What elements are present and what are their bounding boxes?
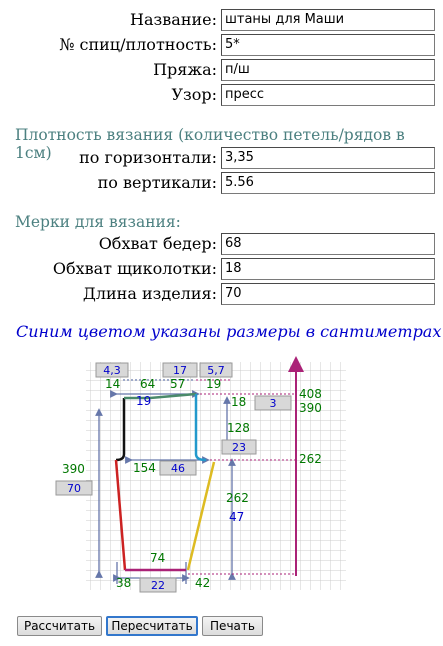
ankle-label: Обхват щиколотки: [52,259,217,278]
label-19: 19 [206,377,222,391]
name-row [0,9,443,31]
ankle-row [0,258,443,280]
box-17: 17 [173,364,187,377]
density-horizontal-input[interactable]: 3,35 [221,147,435,169]
label-14: 14 [105,377,121,391]
name-input[interactable]: штаны для Маши [221,9,435,31]
needles-label: № спиц/плотность: [59,35,217,54]
calculate-button[interactable]: Рассчитать [17,616,102,636]
box-23: 23 [232,441,246,454]
box-70: 70 [67,482,81,495]
length-row [0,283,443,305]
recalculate-button[interactable]: Пересчитать [106,616,198,636]
box-46: 46 [171,462,185,475]
density-horizontal-label: по горизонтали: [79,148,217,167]
density-vertical-label: по вертикали: [97,173,217,192]
label-18: 18 [231,395,247,409]
label-154: 154 [133,461,156,475]
density-vertical-input[interactable]: 5.56 [221,172,435,194]
label-390-left: 390 [62,462,85,476]
hip-input[interactable]: 68 [221,233,435,255]
box-22: 22 [151,579,165,592]
label-blue-19: 19 [136,394,152,408]
length-input[interactable]: 70 [221,283,435,305]
needles-row [0,34,443,56]
print-button[interactable]: Печать [202,616,263,636]
label-390-right: 390 [299,401,322,415]
pattern-label: Узор: [171,85,217,104]
yarn-row [0,59,443,81]
length-label: Длина изделия: [82,284,217,303]
hip-label: Обхват бедер: [98,234,217,253]
label-408: 408 [299,387,322,401]
ankle-input[interactable]: 18 [221,258,435,280]
density-title: Плотность вязания (количество петель/рядов в 1см) [15,126,405,162]
label-64: 64 [140,377,156,391]
label-262-mid: 262 [226,491,249,505]
box-5-7: 5,7 [207,364,225,377]
pattern-row [0,84,443,106]
label-42: 42 [195,576,211,590]
density-vertical-row [0,172,443,194]
label-128: 128 [227,421,250,435]
label-57: 57 [170,377,186,391]
pattern-diagram [0,350,443,600]
box-4-3: 4,3 [103,364,121,377]
label-38: 38 [116,576,132,590]
needles-input[interactable]: 5* [221,34,435,56]
hip-row [0,233,443,255]
density-horizontal-row [0,147,443,169]
label-262-right: 262 [299,452,322,466]
label-74: 74 [150,551,166,565]
units-note: Синим цветом указаны размеры в сантиметрах [16,322,442,341]
box-3: 3 [269,397,277,410]
pattern-input[interactable]: пресс [221,84,435,106]
measures-title: Мерки для вязания: [15,213,181,231]
yarn-input[interactable]: п/ш [221,59,435,81]
name-label: Название: [130,10,217,29]
label-blue-47: 47 [229,510,245,524]
yarn-label: Пряжа: [153,60,217,79]
